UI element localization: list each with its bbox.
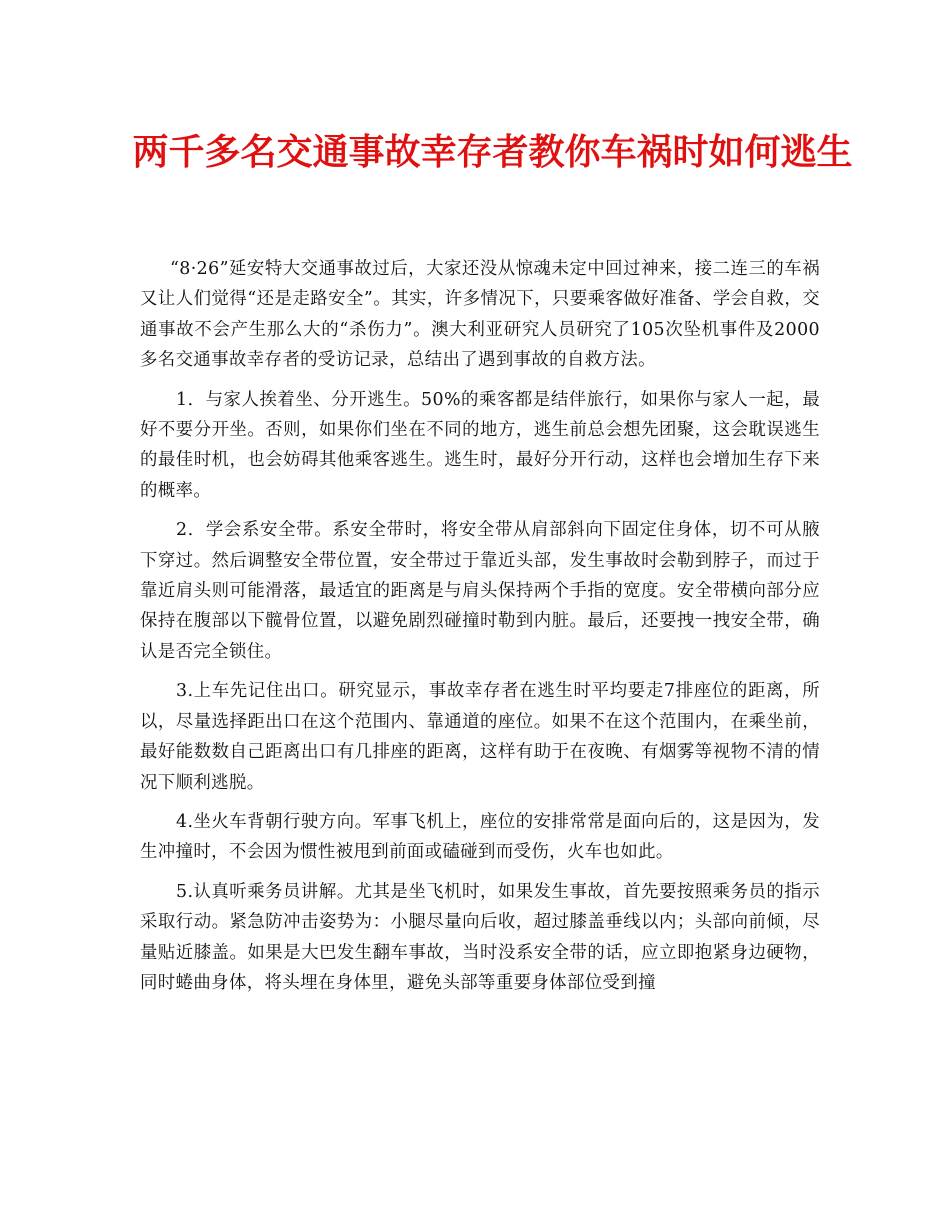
paragraph-intro: “8·26”延安特大交通事故过后，大家还没从惊魂未定中回过神来，接二连三的车祸又让人们觉得“还是走路安全”。其实，许多情况下，只要乘客做好准备、学会自救，交通事故不会产生那么大的“杀伤力”。澳大利亚研究人员研究了105次坠机事件及2000多名交通事故幸存者的受访记录，总结出了遇到事故的自救方法。 [140,259,820,371]
paragraph-tip-2: 2．学会系安全带。系安全带时，将安全带从肩部斜向下固定住身体，切不可从腋下穿过。然后调整安全带位置，安全带过于靠近头部，发生事故时会勒到脖子，而过于靠近肩头则可能滑落，最适宜的距离是与肩头保持两个手指的宽度。安全带横向部分应保持在腹部以下髋骨位置，以避免剧烈碰撞时勒到内脏。最后，还要拽一拽安全带，确认是否完全锁住。 [140,520,820,662]
document-body [140,254,820,1007]
paragraph-tip-4: 4.坐火车背朝行驶方向。军事飞机上，座位的安排常常是面向后的，这是因为，发生冲撞时，不会因为惯性被甩到前面或磕碰到而受伤，火车也如此。 [140,811,820,863]
paragraph-tip-1: 1．与家人挨着坐、分开逃生。50%的乘客都是结伴旅行，如果你与家人一起，最好不要分开坐。否则，如果你们坐在不同的地方，逃生前总会想先团聚，这会耽误逃生的最佳时机，也会妨碍其他乘客逃生。逃生时，最好分开行动，这样也会增加生存下来的概率。 [140,389,820,501]
paragraph-tip-5: 5.认真听乘务员讲解。尤其是坐飞机时，如果发生事故，首先要按照乘务员的指示采取行动。紧急防冲击姿势为：小腿尽量向后收，超过膝盖垂线以内；头部向前倾，尽量贴近膝盖。如果是大巴发生翻车事故，当时没系安全带的话，应立即抱紧身边硬物，同时蜷曲身体，将头埋在身体里，避免头部等重要身体部位受到撞 [140,881,820,993]
paragraph-tip-3: 3.上车先记住出口。研究显示，事故幸存者在逃生时平均要走7排座位的距离，所以，尽量选择距出口在这个范围内、靠通道的座位。如果不在这个范围内，在乘坐前，最好能数数自己距离出口有几排座的距离，这样有助于在夜晚、有烟雾等视物不清的情况下顺利逃脱。 [140,681,820,793]
document-title: 两千多名交通事故幸存者教你车祸时如何逃生 [132,131,853,173]
